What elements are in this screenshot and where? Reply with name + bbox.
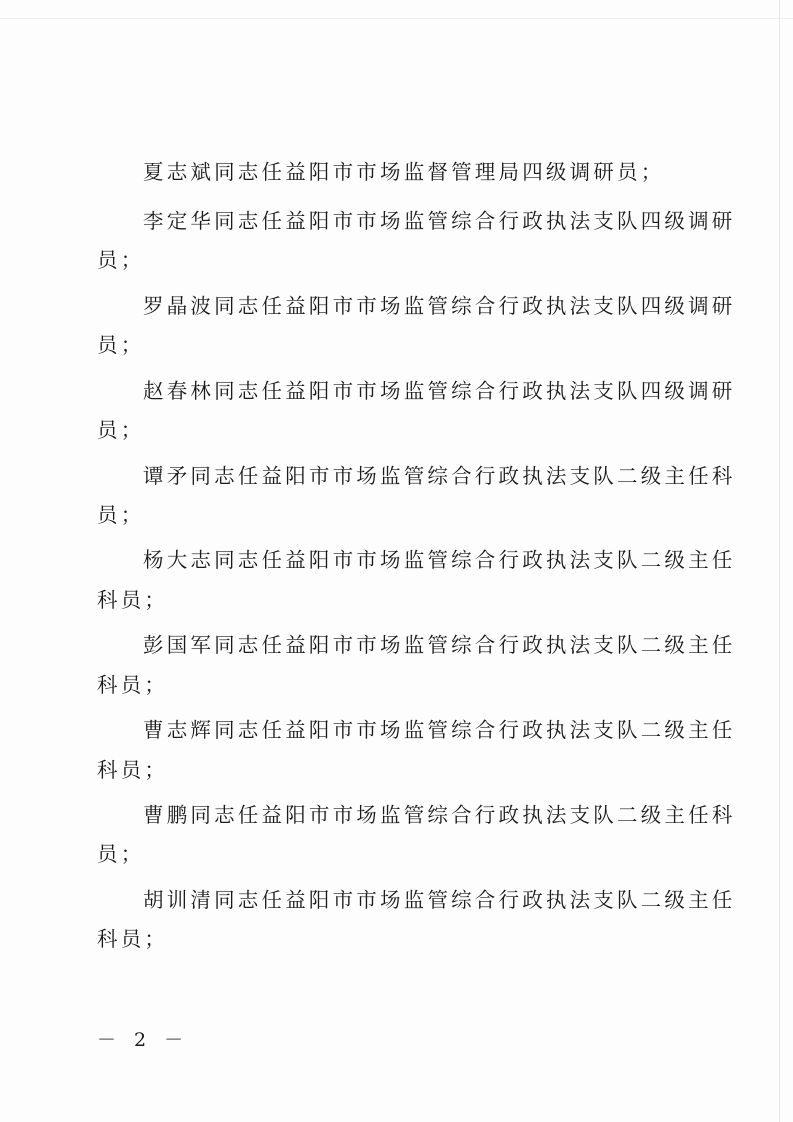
paragraph-10-line-1: 胡训清同志任益阳市市场监管综合行政执法支队二级主任 (143, 888, 736, 912)
paragraph-7-line-1: 彭国军同志任益阳市市场监管综合行政执法支队二级主任 (143, 633, 736, 657)
paragraph-2-line-1: 李定华同志任益阳市市场监管综合行政执法支队四级调研 (143, 209, 736, 233)
scan-edge-right (779, 0, 780, 1122)
paragraph-8-line-1: 曹志辉同志任益阳市市场监管综合行政执法支队二级主任 (143, 718, 736, 742)
paragraph-3-line-1: 罗晶波同志任益阳市市场监管综合行政执法支队四级调研 (143, 294, 736, 318)
paragraph-9-line-1: 曹鹏同志任益阳市市场监管综合行政执法支队二级主任科 (143, 803, 736, 827)
paragraph-5-line-1: 谭矛同志任益阳市市场监管综合行政执法支队二级主任科 (143, 464, 736, 488)
page-number: － 2 － (97, 1029, 190, 1051)
paragraph-4-line-2: 员； (97, 418, 145, 442)
paragraph-10-line-2: 科员； (97, 927, 169, 951)
paragraph-3-line-2: 员； (97, 333, 145, 357)
paragraph-4-line-1: 赵春林同志任益阳市市场监管综合行政执法支队四级调研 (143, 379, 736, 403)
scan-edge-top (0, 18, 793, 19)
paragraph-9-line-2: 员； (97, 842, 145, 866)
paragraph-7-line-2: 科员； (97, 673, 169, 697)
paragraph-2-line-2: 员； (97, 248, 145, 272)
paragraph-6-line-1: 杨大志同志任益阳市市场监管综合行政执法支队二级主任 (143, 548, 736, 572)
paragraph-5-line-2: 员； (97, 503, 145, 527)
paragraph-1-line-1: 夏志斌同志任益阳市市场监督管理局四级调研员； (143, 160, 665, 184)
paragraph-8-line-2: 科员； (97, 758, 169, 782)
paragraph-6-line-2: 科员； (97, 588, 169, 612)
